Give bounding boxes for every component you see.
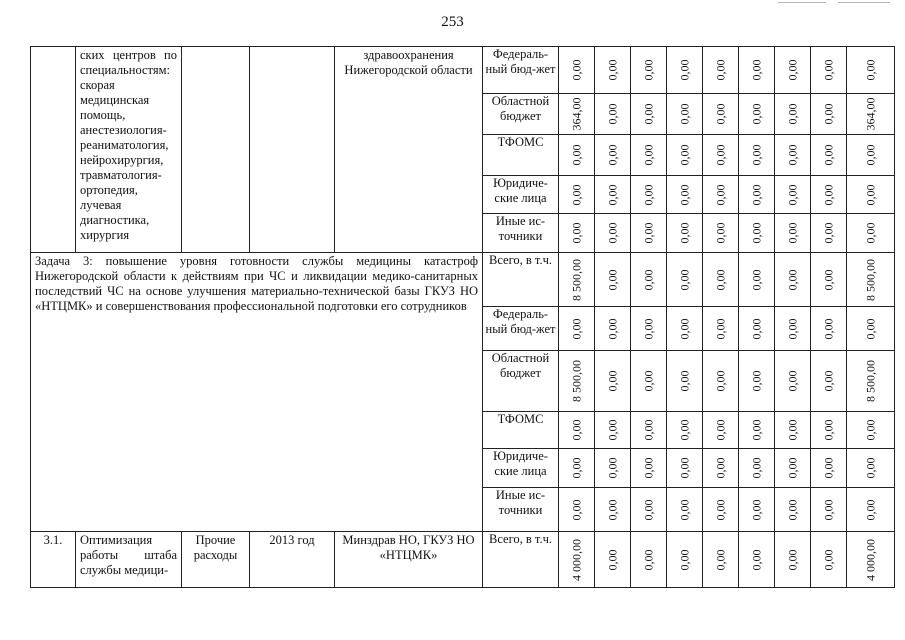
- value-cell: [631, 488, 667, 532]
- value-text: 0,00: [605, 318, 619, 339]
- funding-source-cell: ТФОМС: [483, 412, 559, 449]
- value-text: 0,00: [863, 457, 877, 479]
- value-cell: [667, 47, 703, 94]
- value-text: 0,00: [821, 318, 835, 339]
- value-cell: [631, 307, 667, 351]
- value-cell: [631, 449, 667, 488]
- value-text: 0,00: [569, 457, 583, 479]
- value-text: 0,00: [569, 144, 583, 166]
- value-text: 0,00: [713, 457, 727, 479]
- value-text: 8 500,00: [863, 360, 877, 402]
- value-cell: [775, 532, 811, 588]
- value-text: 0,00: [605, 59, 619, 81]
- value-text: 0,00: [605, 457, 619, 479]
- value-cell-total: [847, 307, 895, 351]
- value-text: 0,00: [569, 184, 583, 205]
- value-cell: [667, 214, 703, 253]
- value-text: 0,00: [677, 318, 691, 339]
- value-text: 0,00: [641, 318, 655, 339]
- value-text: 0,00: [821, 222, 835, 244]
- value-cell: [703, 135, 739, 176]
- value-cell: [559, 532, 595, 588]
- value-text: 0,00: [713, 269, 727, 290]
- value-cell-total: [847, 488, 895, 532]
- funding-source-cell: Областной бюджет: [483, 94, 559, 135]
- value-cell: [739, 94, 775, 135]
- value-cell: [739, 532, 775, 588]
- value-text: 0,00: [749, 457, 763, 479]
- value-text: 0,00: [749, 144, 763, 166]
- item-number-cell: [31, 532, 76, 588]
- value-cell: [775, 47, 811, 94]
- value-text: 364,00: [569, 97, 583, 131]
- value-cell: [775, 135, 811, 176]
- value-text: 0,00: [677, 184, 691, 205]
- value-cell: [703, 412, 739, 449]
- page-number: 253: [441, 14, 464, 30]
- value-cell: [667, 94, 703, 135]
- value-text: 0,00: [785, 457, 799, 479]
- value-cell: [811, 488, 847, 532]
- value-cell: [595, 532, 631, 588]
- value-cell: [811, 214, 847, 253]
- value-text: 0,00: [641, 549, 655, 570]
- value-text: 0,00: [821, 59, 835, 81]
- funding-source-cell: Юридиче-ские лица: [483, 176, 559, 214]
- value-cell: [667, 449, 703, 488]
- period-cell-text: 2013 год: [269, 533, 315, 547]
- funding-source-cell: Всего, в т.ч.: [483, 532, 559, 588]
- value-cell: [775, 351, 811, 412]
- value-text: 0,00: [605, 144, 619, 166]
- value-text: 0,00: [713, 222, 727, 244]
- value-cell: [667, 532, 703, 588]
- value-text: 4 000,00: [569, 538, 583, 581]
- value-cell-total: [847, 253, 895, 307]
- value-text: 0,00: [677, 370, 691, 392]
- value-cell: [595, 135, 631, 176]
- value-cell: [739, 351, 775, 412]
- value-cell: [559, 176, 595, 214]
- value-cell: [631, 176, 667, 214]
- value-cell: [631, 351, 667, 412]
- value-text: 0,00: [749, 103, 763, 125]
- value-text: 0,00: [641, 222, 655, 244]
- value-cell: [595, 214, 631, 253]
- value-cell: [595, 449, 631, 488]
- value-text: 0,00: [863, 318, 877, 339]
- value-cell: [631, 253, 667, 307]
- task-description-cell: [31, 253, 483, 532]
- period-cell: [250, 532, 335, 588]
- value-text: 0,00: [569, 419, 583, 441]
- value-cell-total: [847, 135, 895, 176]
- value-cell: [703, 176, 739, 214]
- value-cell: [739, 214, 775, 253]
- value-text: 0,00: [641, 184, 655, 205]
- value-text: 0,00: [605, 419, 619, 441]
- funding-source-cell: Иные ис-точники: [483, 214, 559, 253]
- value-text: 364,00: [863, 97, 877, 131]
- value-text: 8 500,00: [569, 258, 583, 301]
- value-cell: [667, 307, 703, 351]
- value-cell: [703, 94, 739, 135]
- value-cell: [811, 253, 847, 307]
- value-cell: [631, 412, 667, 449]
- funding-source-cell: Иные ис-точники: [483, 488, 559, 532]
- value-cell: [559, 412, 595, 449]
- funding-source-cell: Всего, в т.ч.: [483, 253, 559, 307]
- value-text: 0,00: [677, 59, 691, 81]
- value-text: 0,00: [641, 144, 655, 166]
- value-text: 0,00: [713, 370, 727, 392]
- value-cell: [595, 488, 631, 532]
- value-text: 0,00: [785, 370, 799, 392]
- value-cell: [703, 253, 739, 307]
- expense-type-cell-text: Прочие расходы: [193, 533, 238, 562]
- value-cell: [631, 94, 667, 135]
- value-cell: [739, 307, 775, 351]
- table-row: [31, 47, 895, 94]
- value-text: 0,00: [785, 103, 799, 125]
- value-cell: [667, 488, 703, 532]
- value-cell: [811, 412, 847, 449]
- value-cell: [739, 488, 775, 532]
- value-text: 0,00: [641, 457, 655, 479]
- value-text: 0,00: [749, 419, 763, 441]
- value-text: 0,00: [785, 269, 799, 290]
- value-text: 0,00: [605, 184, 619, 205]
- value-cell: [703, 449, 739, 488]
- value-cell: [775, 449, 811, 488]
- value-text: 0,00: [713, 144, 727, 166]
- value-text: 0,00: [749, 269, 763, 290]
- number-cell: [31, 47, 76, 253]
- value-text: 0,00: [749, 499, 763, 520]
- value-cell: [667, 176, 703, 214]
- executor-cell-text: Минздрав НО, ГКУЗ НО «НТЦМК»: [342, 533, 475, 562]
- value-text: 0,00: [821, 499, 835, 520]
- value-text: 0,00: [641, 419, 655, 441]
- value-text: 0,00: [863, 419, 877, 441]
- value-text: 0,00: [641, 59, 655, 81]
- value-text: 8 500,00: [569, 360, 583, 402]
- value-text: 0,00: [863, 222, 877, 244]
- value-cell: [559, 307, 595, 351]
- value-cell: [631, 214, 667, 253]
- value-cell: [631, 532, 667, 588]
- measure-name-cell: [76, 47, 182, 253]
- table-row: [31, 532, 895, 588]
- value-cell: [739, 412, 775, 449]
- value-cell: [811, 135, 847, 176]
- value-cell: [631, 47, 667, 94]
- value-text: 0,00: [569, 318, 583, 339]
- value-cell-total: [847, 351, 895, 412]
- task-description-cell-text: Задача 3: повышение уровня готовности службы медицины катастроф Нижегородской области к действиям при ЧС и ликвидации медико-санитарных последствий ЧС на основе улучшения материально-технической базы ГКУЗ НО «НТЦМК» и совершенствования профессиональной подготовки его сотрудников: [35, 254, 478, 313]
- value-text: 0,00: [677, 419, 691, 441]
- value-text: 0,00: [863, 59, 877, 81]
- value-text: 0,00: [677, 144, 691, 166]
- scan-artifact-line: [778, 2, 826, 3]
- value-cell: [703, 351, 739, 412]
- funding-source-cell: Федераль-ный бюд-жет: [483, 47, 559, 94]
- value-text: 0,00: [605, 499, 619, 520]
- value-cell: [595, 94, 631, 135]
- value-text: 0,00: [641, 103, 655, 125]
- executor-cell: [335, 47, 483, 253]
- value-text: 0,00: [821, 419, 835, 441]
- value-text: 0,00: [749, 184, 763, 205]
- value-text: 0,00: [713, 549, 727, 570]
- funding-source-cell: Областной бюджет: [483, 351, 559, 412]
- value-text: 0,00: [749, 59, 763, 81]
- value-cell: [667, 412, 703, 449]
- value-cell: [775, 176, 811, 214]
- value-text: 0,00: [863, 499, 877, 520]
- value-text: 0,00: [605, 370, 619, 392]
- value-cell: [595, 412, 631, 449]
- value-cell-total: [847, 94, 895, 135]
- value-text: 0,00: [677, 499, 691, 520]
- value-text: 0,00: [713, 103, 727, 125]
- measure-name-cell-text: ских центров по специальностям: скорая медицинская помощь, анестезиология-реаниматология, нейрохирургия, травматология-ортопедия, лучевая диагностика, хирургия: [80, 48, 177, 242]
- value-cell: [811, 94, 847, 135]
- value-text: 0,00: [821, 144, 835, 166]
- value-cell: [739, 47, 775, 94]
- value-cell: [811, 449, 847, 488]
- value-cell-total: [847, 176, 895, 214]
- value-text: 0,00: [821, 269, 835, 290]
- value-cell: [703, 532, 739, 588]
- value-text: 0,00: [821, 370, 835, 392]
- executor-cell-text: здравоохранения Нижегородской области: [344, 48, 473, 77]
- funding-source-cell: Юридиче-ские лица: [483, 449, 559, 488]
- value-cell: [775, 253, 811, 307]
- value-cell-total: [847, 47, 895, 94]
- value-cell: [595, 351, 631, 412]
- value-cell: [703, 47, 739, 94]
- item-number-cell-text: 3.1.: [43, 533, 63, 547]
- value-text: 0,00: [749, 549, 763, 570]
- value-cell: [559, 47, 595, 94]
- value-text: 0,00: [785, 499, 799, 520]
- value-cell: [739, 176, 775, 214]
- table-row: [31, 253, 895, 307]
- value-text: 0,00: [569, 499, 583, 520]
- value-cell: [559, 449, 595, 488]
- value-text: 0,00: [821, 184, 835, 205]
- value-cell: [595, 253, 631, 307]
- funding-source-cell: ТФОМС: [483, 135, 559, 176]
- funding-source-cell: Федераль-ный бюд-жет: [483, 307, 559, 351]
- task3-rows: [31, 253, 895, 532]
- value-text: 0,00: [821, 103, 835, 125]
- value-text: 0,00: [713, 59, 727, 81]
- value-cell: [595, 307, 631, 351]
- value-text: 0,00: [569, 222, 583, 244]
- value-cell: [811, 176, 847, 214]
- value-text: 0,00: [749, 370, 763, 392]
- value-cell: [775, 214, 811, 253]
- value-cell: [739, 135, 775, 176]
- value-text: 0,00: [749, 318, 763, 339]
- value-cell: [559, 214, 595, 253]
- period-cell: [250, 47, 335, 253]
- financing-table: [30, 46, 895, 588]
- value-cell: [811, 47, 847, 94]
- value-cell-total: [847, 214, 895, 253]
- value-cell: [811, 307, 847, 351]
- value-cell-total: [847, 532, 895, 588]
- value-text: 0,00: [569, 59, 583, 81]
- value-cell: [703, 488, 739, 532]
- value-cell: [559, 94, 595, 135]
- value-cell: [559, 135, 595, 176]
- value-text: 0,00: [677, 269, 691, 290]
- value-text: 0,00: [863, 184, 877, 205]
- top-block-rows: [31, 47, 895, 253]
- value-cell: [703, 214, 739, 253]
- value-cell-total: [847, 449, 895, 488]
- value-cell-total: [847, 412, 895, 449]
- value-text: 0,00: [713, 499, 727, 520]
- value-text: 0,00: [713, 184, 727, 205]
- value-cell: [775, 307, 811, 351]
- value-text: 0,00: [677, 103, 691, 125]
- value-cell: [739, 253, 775, 307]
- value-text: 0,00: [677, 222, 691, 244]
- value-text: 0,00: [641, 499, 655, 520]
- value-cell: [595, 176, 631, 214]
- value-text: 0,00: [821, 549, 835, 570]
- value-text: 0,00: [605, 549, 619, 570]
- value-text: 0,00: [785, 318, 799, 339]
- expense-type-cell: [182, 532, 250, 588]
- value-text: 0,00: [677, 457, 691, 479]
- value-cell: [559, 488, 595, 532]
- item-3-1-rows: [31, 532, 895, 588]
- value-cell: [703, 307, 739, 351]
- value-text: 0,00: [677, 549, 691, 570]
- value-cell: [667, 351, 703, 412]
- value-text: 0,00: [785, 184, 799, 205]
- value-text: 0,00: [641, 370, 655, 392]
- value-cell: [775, 94, 811, 135]
- value-text: 8 500,00: [863, 258, 877, 301]
- value-text: 0,00: [605, 222, 619, 244]
- value-text: 0,00: [641, 269, 655, 290]
- item-name-cell-text: Оптимизация работы штаба службы медици-: [80, 533, 177, 577]
- value-text: 0,00: [605, 269, 619, 290]
- value-cell: [811, 351, 847, 412]
- value-cell: [775, 412, 811, 449]
- value-cell: [595, 47, 631, 94]
- value-text: 0,00: [749, 222, 763, 244]
- value-text: 4 000,00: [863, 538, 877, 581]
- value-cell: [559, 351, 595, 412]
- value-cell: [811, 532, 847, 588]
- expense-type-cell: [182, 47, 250, 253]
- value-text: 0,00: [821, 457, 835, 479]
- value-cell: [739, 449, 775, 488]
- value-cell: [667, 135, 703, 176]
- value-cell: [667, 253, 703, 307]
- value-cell: [631, 135, 667, 176]
- value-cell: [775, 488, 811, 532]
- value-cell: [559, 253, 595, 307]
- value-text: 0,00: [785, 419, 799, 441]
- scan-artifact-line: [838, 2, 890, 3]
- value-text: 0,00: [863, 144, 877, 166]
- executor-cell: [335, 532, 483, 588]
- value-text: 0,00: [785, 144, 799, 166]
- value-text: 0,00: [605, 103, 619, 125]
- value-text: 0,00: [785, 549, 799, 570]
- value-text: 0,00: [785, 59, 799, 81]
- item-name-cell: [76, 532, 182, 588]
- value-text: 0,00: [785, 222, 799, 244]
- value-text: 0,00: [713, 318, 727, 339]
- value-text: 0,00: [713, 419, 727, 441]
